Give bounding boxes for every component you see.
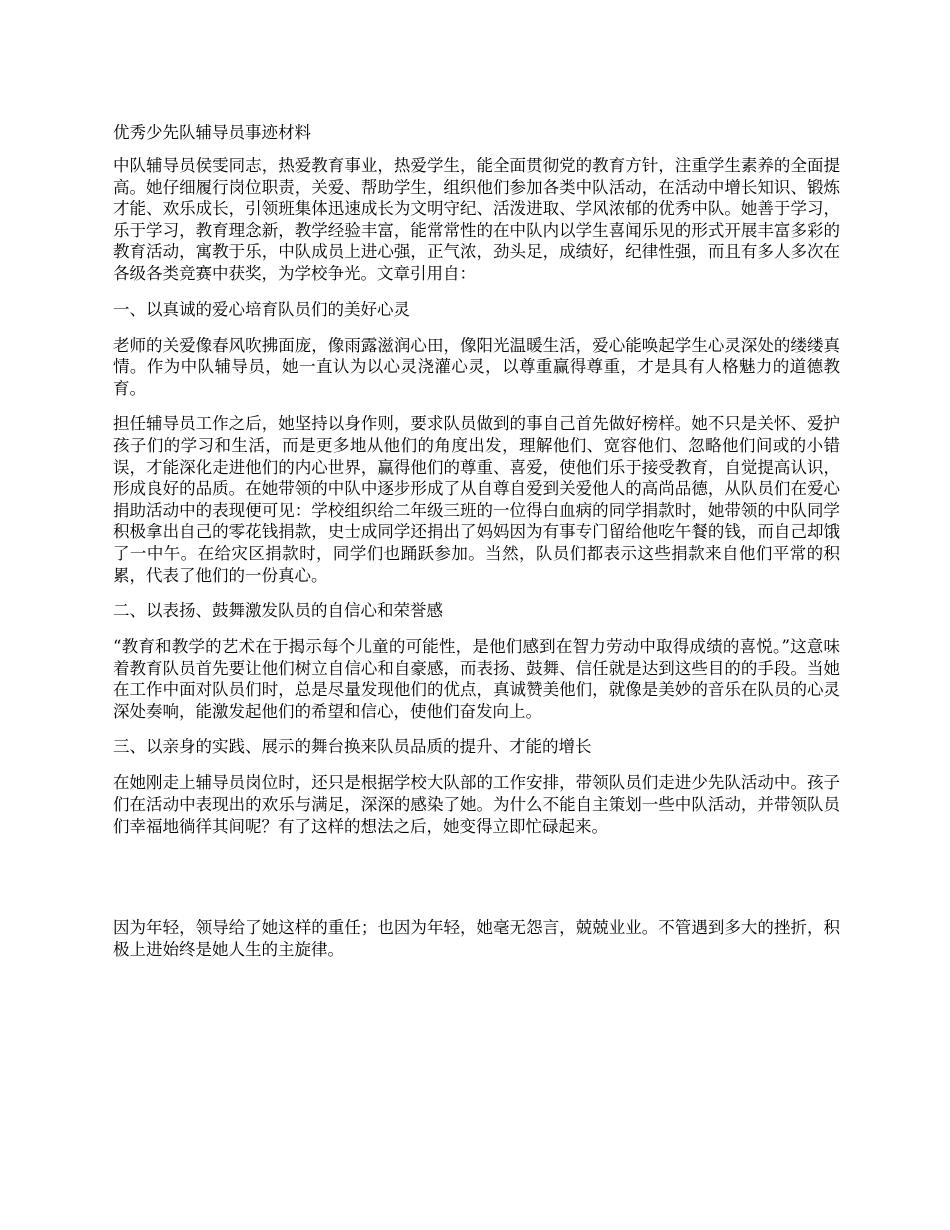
- document-page: [113, 122, 840, 974]
- section-1-paragraph-2: 担任辅导员工作之后，她坚持以身作则，要求队员做到的事自己首先做好榜样。她不只是关怀、爱护孩子们的学习和生活，而是更多地从他们的角度出发，理解他们、宽容他们、忽略他们间或的小错误，才能深化走进他们的内心世界，赢得他们的尊重、喜爱，使他们乐于接受教育，自觉提高认识，形成良好的品质。在她带领的中队中逐步形成了从自尊自爱到关爱他人的高尚品德，从队员们在爱心捐助活动中的表现便可见：学校组织给二年级三班的一位得白血病的同学捐款时，她带领的中队同学积极拿出自己的零花钱捐款，史士成同学还捐出了妈妈因为有事专门留给他吃午餐的钱，而自己却饿了一中午。在给灾区捐款时，同学们也踊跃参加。当然，队员们都表示这些捐款来自他们平常的积累，代表了他们的一份真心。: [113, 414, 840, 585]
- section-1-paragraph-1: 老师的关爱像春风吹拂面庞，像雨露滋润心田，像阳光温暖生活，爱心能唤起学生心灵深处的缕缕真情。作为中队辅导员，她一直认为以心灵浇灌心灵，以尊重赢得尊重，才是具有人格魅力的道德教育。: [113, 335, 840, 398]
- section-heading-3: 三、以亲身的实践、展示的舞台换来队员品质的提升、才能的增长: [113, 737, 592, 757]
- closing-paragraph: 因为年轻，领导给了她这样的重任；也因为年轻，她毫无怨言，兢兢业业。不管遇到多大的挫折，积极上进始终是她人生的主旋律。: [113, 918, 840, 959]
- section-2-paragraph-1: “教育和教学的艺术在于揭示每个儿童的可能性，是他们感到在智力劳动中取得成绩的喜悦。”这意味着教育队员首先要让他们树立自信心和自豪感，而表扬、鼓舞、信任就是达到这些目的的手段。当她在工作中面对队员们时，总是尽量发现他们的优点，真诚赞美他们，就像是美妙的音乐在队员的心灵深处奏响，能激发起他们的希望和信心，使他们奋发向上。: [113, 637, 840, 721]
- section-heading-1: 一、以真诚的爱心培育队员们的美好心灵: [113, 299, 410, 319]
- section-3-paragraph-1: 在她刚走上辅导员岗位时，还只是根据学校大队部的工作安排，带领队员们走进少先队活动中。孩子们在活动中表现出的欢乐与满足，深深的感染了她。为什么不能自主策划一些中队活动，并带领队员们幸福地徜徉其间呢？有了这样的想法之后，她变得立即忙碌起来。: [113, 773, 840, 836]
- section-heading-2: 二、以表扬、鼓舞激发队员的自信心和荣誉感: [113, 601, 443, 621]
- blank-space: [113, 851, 840, 917]
- intro-paragraph: 中队辅导员侯雯同志，热爱教育事业，热爱学生，能全面贯彻党的教育方针，注重学生素养的全面提高。她仔细履行岗位职责，关爱、帮助学生，组织他们参加各类中队活动，在活动中增长知识、锻炼才能、欢乐成长，引领班集体迅速成长为文明守纪、活泼进取、学风浓郁的优秀中队。她善于学习，乐于学习，教育理念新，教学经验丰富，能常常性的在中队内以学生喜闻乐见的形式开展丰富多彩的教育活动，寓教于乐，中队成员上进心强，正气浓，劲头足，成绩好，纪律性强，而且有多人多次在各级各类竞赛中获奖，为学校争光。文章引用自：: [113, 156, 840, 283]
- document-title: 优秀少先队辅导员事迹材料: [113, 123, 311, 142]
